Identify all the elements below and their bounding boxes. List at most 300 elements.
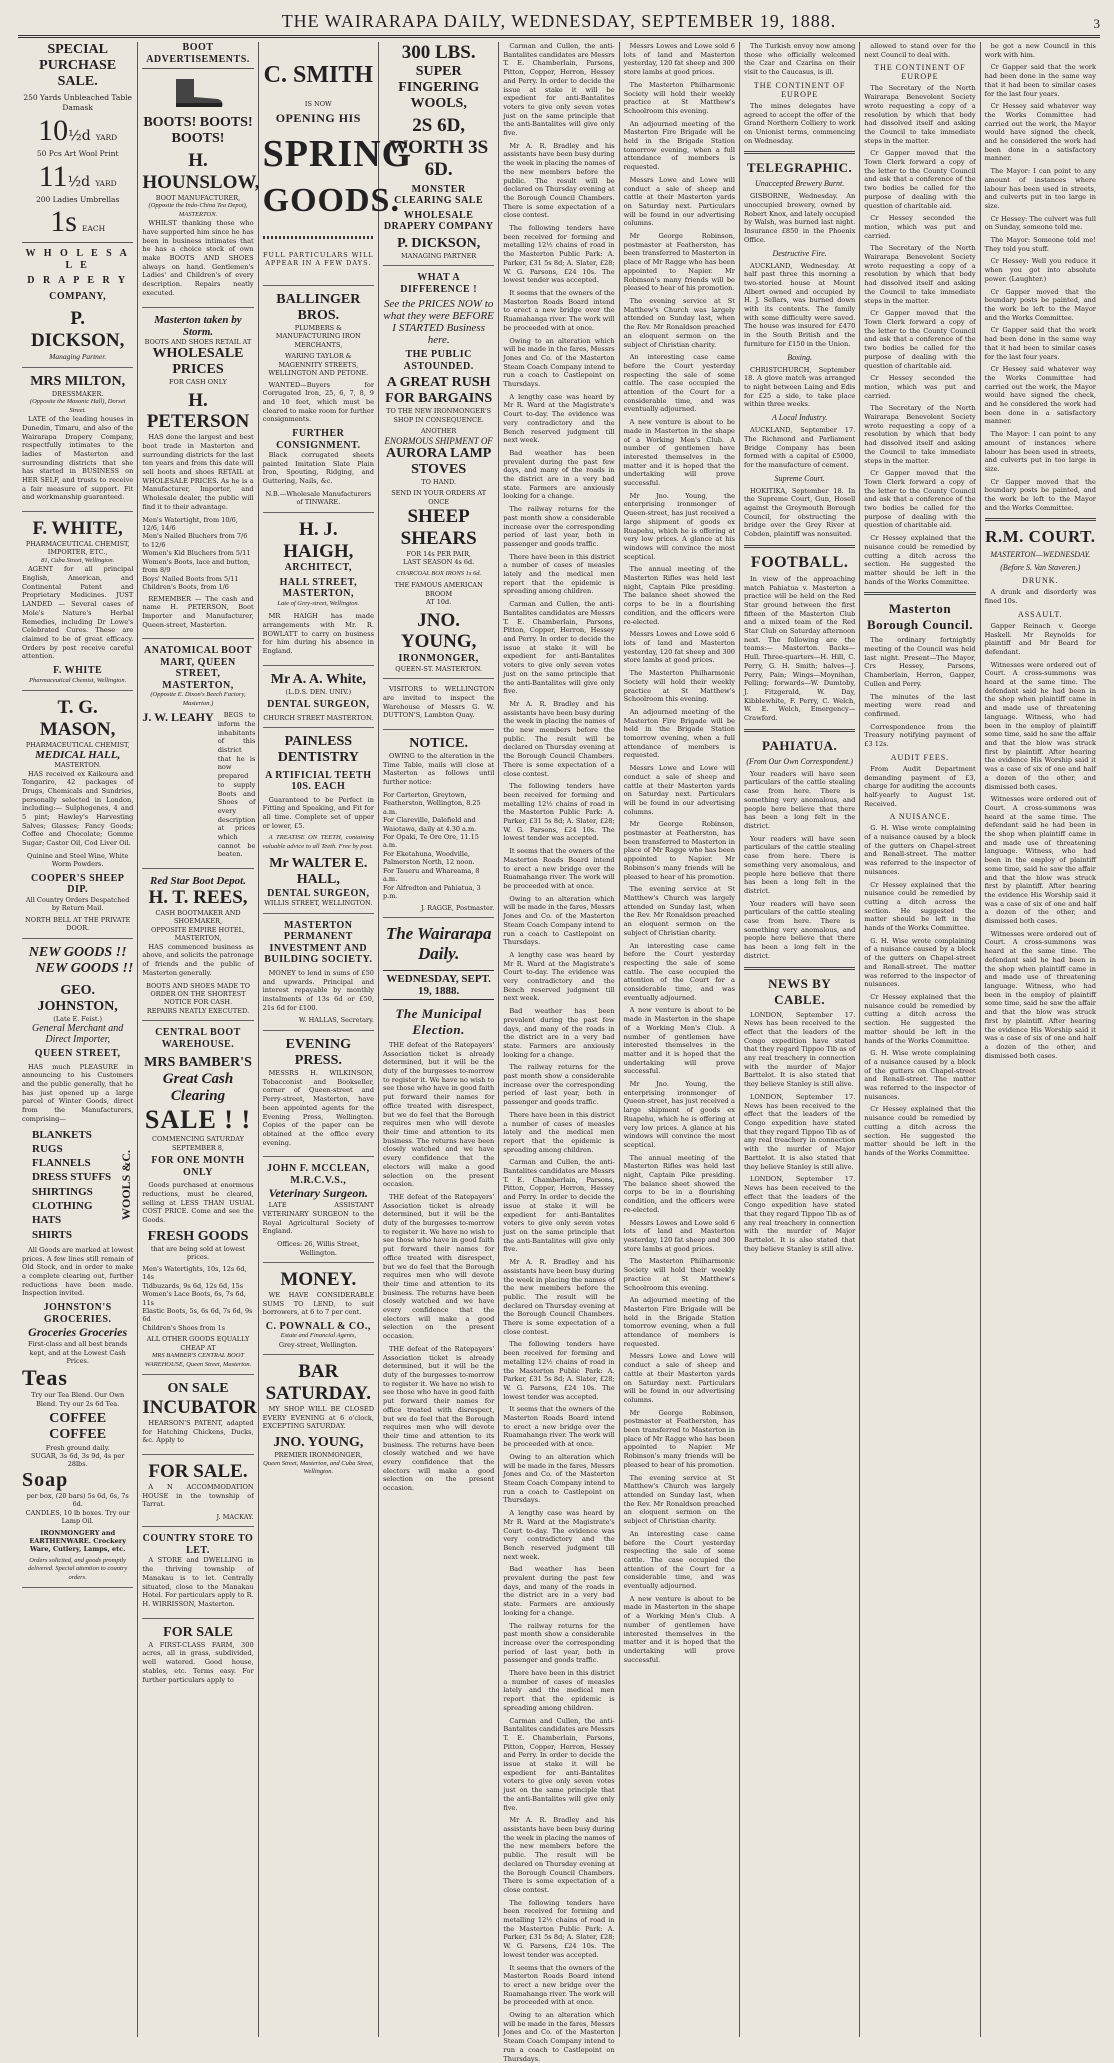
news-paragraph: HOKITIKA, September 18. In the Supreme Court, Gun, Hosell against the Greymouth Borough Council, for obstructing the bridge over the Grey River at Cobden, plaintiff was nonsuited. xyxy=(743,486,856,539)
ad-banner: A GREAT RUSH FOR BARGAINS xyxy=(385,375,493,407)
haigh-ad xyxy=(263,519,374,666)
ad-line: 50 Pcs Art Wool Print xyxy=(36,148,119,158)
ad-body: OWING to the alteration in the Time Table, mails will close at Masterton as follows until further notice: xyxy=(382,752,495,787)
ad-name: Mr WALTER E. HALL, xyxy=(269,855,368,887)
news-paragraph: Owing to an alteration which will be made in the fares, Messrs Jones and Co. of the Masterton Steam Coach Company intend to run a coach to Castlepoint on Thursdays. xyxy=(503,2011,615,2063)
news-paragraph: It seems that the owners of the Masterton Roads Board intend to erect a new bridge over the Ruamahanga river. The work will be proceeded with at once. xyxy=(503,288,615,332)
mason-chemist-ad xyxy=(22,697,133,939)
news-paragraph: allowed to stand over for the next Council to deal with. xyxy=(864,42,976,59)
ad-line: Orders solicited, and goods promptly delivered. Special attention to country orders. xyxy=(28,1556,128,1581)
ad-body: Guaranteed to be Perfect in Fitting and Speaking, and Fit for all time. Complete set of upper or lower, £5. xyxy=(262,795,374,830)
news-paragraph: The Turkish envoy now among those who officially welcomed the Czar and Czarina on their visit to the Caucasus, is ill. xyxy=(743,42,856,77)
ad-sub: ARCHITECT, xyxy=(284,562,352,574)
ad-banner: INCUBATOR xyxy=(142,1397,257,1419)
news-paragraph: An adjourned meeting of the Masterton Fire Brigade will be held in the Brigade Station tomorrow evening, when a full attendance of members is requested. xyxy=(623,707,735,760)
ad-banner: Teas xyxy=(22,1365,68,1391)
ad-body: MY SHOP WILL BE CLOSED EVERY EVENING at 6 o'clock, EXCEPTING SATURDAY. xyxy=(262,1405,374,1431)
investment-ad xyxy=(263,920,374,1031)
news-paragraph: AUCKLAND, September 17. The Richmond and Parliament Bridge Company has been formed with a capital of £5000, for the manufacture of cement. xyxy=(743,426,856,469)
news-paragraph: The evening service at St Matthew's Church was largely attended on Sunday last, when the Rev. Mr Ronaldson preached an eloquent sermon on the subject of Christian charity. xyxy=(623,1473,735,1526)
brace-item: BLANKETS xyxy=(32,1128,92,1141)
ad-banner: NEW GOODS !! xyxy=(35,960,134,976)
ad-line: ENORMOUS SHIPMENT OF xyxy=(384,435,493,446)
news-paragraph: Mr A. R. Bradley and his assistants have been busy during the week in placing the names of the new members before the public. The result will be declared on Thursday evening at the Borough Council Chambers. There is some expectation of a close contest. xyxy=(503,1258,615,1336)
mail-line: For Alfredton and Pahiatua, 3 p.m. xyxy=(382,883,481,901)
news-paragraph: Your readers will have seen particulars of the cattle stealing case from here. There is something very anomalous, and people here believe that there has been a long felt in the district. xyxy=(743,899,856,960)
inner-date: WEDNESDAY, SEPT. 19, 1888. xyxy=(383,970,494,1000)
ad-sub: BOOT MANUFACTURER, xyxy=(155,193,241,202)
ad-signature: J. RAGGE, Postmaster. xyxy=(420,903,495,912)
news-paragraph: Mr George Robinson, postmaster at Featherston, has been transferred to Masterton in place of Mr Ragge who has been appointed to Napier. Mr Robinson's many friends will be pleased to hear of his promotion. xyxy=(623,1408,735,1469)
ad-heading: CENTRAL BOOT WAREHOUSE. xyxy=(155,1027,241,1050)
ad-body: LATE ASSISTANT VETERINARY SURGEON to the Royal Agricultural Society of England. xyxy=(262,1201,374,1236)
ad-line: WOOLS, xyxy=(410,96,467,112)
ad-address: QUEEN STREET, xyxy=(34,1048,121,1060)
news-paragraph: There have been in this district a number of cases of measles lately and the medical men report that the epidemic is spreading among children. xyxy=(503,1669,615,1712)
section-heading: NEWS BY CABLE. xyxy=(768,975,832,1007)
ad-body: A TREATISE ON TEETH, containing valuable advice to all Teeth. Free by post. xyxy=(262,834,374,851)
ad-line: IS NOW xyxy=(304,99,332,108)
price-line: Children's Boots, from 1/6 xyxy=(142,583,229,592)
ad-sub: IMPORTER, ETC., xyxy=(47,548,108,557)
news-paragraph: The Mayor: Someone told me! They told you stuff. xyxy=(984,236,1096,253)
news-paragraph: A lengthy case was heard by Mr R. Ward at the Magistrate's Court to-day. The evidence was very contradictory and the Bench reserved judgment till next week. xyxy=(503,1509,615,1561)
ad-address: HALL STREET, MASTERTON, xyxy=(279,576,358,600)
news-subhead: Boxing. xyxy=(787,352,812,362)
ad-banner: SHEEP SHEARS xyxy=(400,506,477,550)
ad-line: SUGAR, 3s 6d, 3s 9d, 4s per 28lbs. xyxy=(30,1451,125,1469)
ad-line: COOPER'S SHEEP DIP. xyxy=(30,872,125,896)
news-paragraph: CHRISTCHURCH, September 18. A glove match was arranged to night between Laing and Edis for £25 a side, to take place within three weeks. xyxy=(743,365,856,409)
ad-banner: Great Cash Clearing xyxy=(162,1071,234,1105)
news-paragraph: Cr Hessey: The culvert was full on Sunday, someone told me. xyxy=(984,214,1096,232)
price-fraction: ½d xyxy=(68,127,91,144)
mail-notice xyxy=(383,736,494,918)
ad-line: BOOTS AND SHOES MADE TO ORDER ON THE SHORTEST NOTICE FOR CASH. xyxy=(146,981,250,1007)
news-paragraph: Carman and Cullen, the anti-Bantalites candidates are Messrs T. E. Chamberlain, Parsons, Pitton, Copper, Herron, Hessey and Perry. In order to decide the issue at stake it will be expedient for anti-Bantalites voters to give only seven votes just on the same principle that the anti-Bantalites will give only five. xyxy=(503,1158,615,1254)
news-subhead: A Local Industry. xyxy=(772,413,828,423)
brace-item: RUGS xyxy=(32,1142,63,1155)
ad-body: AGENT for all principal English, American, and Continental Patent and Proprietary Medicines. JUST LANDED — Several cases of Mole's Nature's Herbal Remedies, including Dr Lowe's Celebrated Cures. These are claimed to be of great efficacy. Orders by post receive careful attention. xyxy=(22,565,134,661)
ad-line: per box, (20 bars) 5s 6d, 6s, 7s 6d. xyxy=(26,1491,129,1509)
ad-banner: NEW GOODS !! xyxy=(28,944,127,960)
news-paragraph: The Secretary of the North Wairarapa Benevolent Society wrote requesting a copy of a resolution by which that body had dissolved itself and asking the Council to take immediate steps in the matter. xyxy=(864,84,976,145)
news-paragraph: G. H. Wise wrote complaining of a nuisance caused by a block of the gutters on Chapel-street and Renall-street. The matter was referred to the inspector of nuisances. xyxy=(864,824,976,876)
ad-address: Queen Street, Masterton, and Cuba Street, Wellington. xyxy=(263,1459,374,1476)
news-subhead: DRUNK. xyxy=(1022,576,1059,586)
news-paragraph: Carman and Cullen, the anti-Bantalites candidates are Messrs T. E. Chamberlain, Parsons, Pitton, Copper, Herron, Hessey and Perry. In order to decide the issue at stake it will be expedient for anti-Bantalites voters to give only seven votes just on the same principle that the anti-Bantalites will give only five. xyxy=(503,1716,615,1812)
boot-illustration-icon xyxy=(168,73,228,111)
brace-item: DRESS STUFFS xyxy=(32,1171,112,1184)
brace-item: FLANNELS xyxy=(32,1157,91,1170)
ad-line: CANDLES, 10 lb boxes. Try our Lamp Oil. xyxy=(25,1508,130,1526)
ad-body: VISITORS to WELLINGTON are invited to inspect the Warehouse of Messrs G. W. DUTTON'S, Lambton Quay. xyxy=(382,685,495,720)
ad-sub: Estate and Financial Agents, xyxy=(280,1332,356,1340)
price-line: Elastic Boots, 5s, 6s 6d, 7s 6d, 9s 6d xyxy=(142,1306,253,1324)
column-7 xyxy=(740,42,860,2037)
news-paragraph: The following tenders have been received for forming and metalling 12½ chains of road in the Masterton Public Park: A. Parker, £31 5s 8d; A. Slater, £28; W. G. Parsons, £24 10s. The lowest tender was accepted. xyxy=(503,1898,615,1959)
news-paragraph: The railway returns for the past month show a considerable increase over the corresponding period of last year, both in passenger and goods traffic. xyxy=(503,505,615,548)
ad-line: SUPER xyxy=(415,63,462,79)
ad-line: SEND IN YOUR ORDERS AT ONCE xyxy=(391,489,487,506)
news-paragraph: The following tenders have been received for forming and metalling 12½ chains of road in the Masterton Public Park: A. Parker, £31 5s 8d; A. Slater, £28; W. G. Parsons, £24 10s. The lowest tender was accepted. xyxy=(503,224,615,285)
news-paragraph: Cr Gapper moved that the Town Clerk forward a copy of the letter to the County Council and ask that a conference of the two bodies be called for the purpose of dealing with the question of charitable aid. xyxy=(864,469,976,530)
news-paragraph: Messrs Lowes and Lowe sold 6 lots of land and Masterton yesterday, 120 fat sheep and 300 store lambs at good prices. xyxy=(623,42,735,77)
news-paragraph: An interesting case came before the Court yesterday respecting the sale of some cattle. The case occupied the attention of the Court for a considerable time, and was eventually adjourned. xyxy=(623,941,735,1002)
brace-item: SHIRTS xyxy=(32,1228,72,1241)
ad-body: A STORE and DWELLING in the thriving township of Manakau is to let. Centrally situated, close to the Manakau Hotel. For particulars apply to R. H. WIRRISSON, Masterton. xyxy=(142,1556,254,1608)
ad-line: TO THE NEW IRONMONGER'S SHOP IN CONSEQUENCE. xyxy=(386,407,492,424)
ad-banner: Masterton taken by Storm. xyxy=(154,313,242,338)
news-subhead: Unaccepted Brewery Burnt. xyxy=(755,179,845,189)
ad-line: THE PUBLIC ASTOUNDED. xyxy=(403,349,474,372)
ad-sub: JOHNSTON'S GROCERIES. xyxy=(43,1302,112,1325)
editorial-body: THE defeat of the Ratepayers' Association ticket is already determined, but it will be the duty of the burgesses to-morrow to register it. We have no wish to see those who have in good faith put forward their names for office treated with disrespect, but we do feel that the Borough requires men who will devote their time and attention to its business. The returns have been closely watched and we have every confidence that the electors will make a good selection on the present occasion. xyxy=(382,1040,495,1189)
ad-sub: MANAGING PARTNER xyxy=(400,251,477,260)
ad-heading: PAINLESS DENTISTRY xyxy=(277,734,359,766)
ad-name: MRS BAMBER'S xyxy=(144,1055,252,1071)
ad-body: HAS done the largest and best boot trade in Masterton and surrounding districts for the last ten years and from this date will sell boots and shoes RETAIL at WHOLESALE PRICES. As he is a Manufacturer, Importer, and Wholesale dealer, the public will find it to their advantage. xyxy=(142,433,254,511)
ad-sub: CASH BOOTMAKER AND SHOEMAKER, xyxy=(155,909,241,926)
ad-body: HEARSON'S PATENT, adapted for Hatching Chickens, Ducks, &c. Apply to xyxy=(142,1418,254,1445)
news-paragraph: G. H. Wise wrote complaining of a nuisance caused by a block of the gutters on Chapel-street and Renall-street. The matter was referred to the inspector of nuisances. xyxy=(864,936,976,989)
wholesale-label: W H O L E S A L E xyxy=(25,248,130,271)
news-paragraph: Mr George Robinson, postmaster at Featherston, has been transferred to Masterton in place of Mr Ragge who has been appointed to Napier. Mr Robinson's many friends will be pleased to hear of his promotion. xyxy=(623,820,735,881)
ad-sub: PHARMACEUTICAL CHEMIST, xyxy=(25,540,130,548)
ad-line: AT 10d. xyxy=(426,598,452,607)
news-paragraph: AUCKLAND, Wednesday. At half past three this morning a two-storied house at Mount Albert owned and occupied by H. J. Sellars, was burned down with its contents. The family with some difficulty were saved. The house was insured for £470 in the South British and the furniture for £150 in the Union. xyxy=(743,261,856,348)
news-paragraph: G. H. Wise wrote complaining of a nuisance caused by a block of the gutters on Chapel-street and Renall-street. The matter was referred to the inspector of nuisances. xyxy=(864,1049,976,1101)
ad-sub: (L.D.S. DEN. UNIV.) xyxy=(285,687,352,696)
price-line: Women's Kid Bluchers from 5/11 xyxy=(142,549,251,558)
news-paragraph: Carman and Cullen, the anti-Bantalites candidates are Messrs T. E. Chamberlain, Parsons, Pitton, Copper, Herron, Hessey and Perry. In order to decide the issue at stake it will be expedient for anti-Bantalites voters to give only seven votes just on the same principle that the anti-Bantalites will give only five. xyxy=(503,42,615,138)
ad-heading: MASTERTON PERMANENT INVESTMENT AND BUILDING SOCIETY. xyxy=(264,919,373,966)
news-paragraph: Cr Gapper said that the work had been done in the same way that it had been to similar cases for the last four years. xyxy=(984,63,1096,98)
hounslow-ad xyxy=(142,73,260,308)
mail-line: For Clareville, Dalefield and Waiotawa, daily at 4.30 a.m. xyxy=(382,816,477,833)
ad-heading: SPECIAL PURCHASE SALE. xyxy=(39,42,117,90)
ad-heading: T. G. MASON, xyxy=(39,696,116,740)
ad-body: LATE of the leading houses in Dunedin, Timaru, and also of the Wairarapa Drapery Company, respectfully intimates to the ladies of Masterton and surrounding districts that she has started in BUSINESS on HER SELF, and trusts to receive a fair measure of support. Fit and workmanship guaranteed. xyxy=(22,415,134,502)
ad-line: CHARCOAL BOX IRONS 1s 6d. xyxy=(396,569,482,577)
painless-ad xyxy=(263,734,374,914)
ad-address: OPPOSITE EMPIRE HOTEL, MASTERTON, xyxy=(150,925,246,943)
ad-sub: DENTAL SURGEON, xyxy=(267,699,370,711)
ad-banner: MONSTER CLEARING SALE xyxy=(394,183,484,207)
ad-heading: MONEY. xyxy=(280,1269,357,1291)
ad-line: First-class and all best brands kept, and at the Lowest Cash Prices. xyxy=(27,1340,128,1366)
editorial-heading: The Municipal Election. xyxy=(395,1005,482,1037)
news-paragraph: Cr Hessey seconded the motion, which was put and carried. xyxy=(864,374,976,400)
price: 1s xyxy=(50,205,77,239)
white-dentist-ad xyxy=(263,672,374,728)
columns xyxy=(18,42,1100,2063)
news-paragraph: The Masterton Philharmonic Society will hold their weekly practice at St Matthew's Schoolroom this evening. xyxy=(623,669,735,704)
news-paragraph: A new venture is about to be made in Masterton in the shape of a Working Men's Club. A number of gentlemen have interested themselves in the matter and it is hoped that the undertaking will prove successful. xyxy=(623,1594,735,1664)
news-paragraph: Mr A. R. Bradley and his assistants have been busy during the week in placing the names of the new members before the public. The result will be declared on Thursday evening at the Borough Council Chambers. There is some expectation of a close contest. xyxy=(503,141,615,220)
news-subhead: AUDIT FEES. xyxy=(890,752,950,762)
ad-body: WE HAVE CONSIDERABLE SUMS TO LEND, to suit borrowers, at 6 to 7 per cent. xyxy=(262,1290,374,1317)
brace-item: HATS xyxy=(32,1214,62,1227)
special-purchase-ad xyxy=(22,42,133,368)
visitors-ad xyxy=(383,685,494,730)
ad-line: Fresh ground daily. xyxy=(45,1443,110,1452)
ad-line: 200 Ladies Umbrellas xyxy=(35,194,120,204)
ad-heading: H. PETERSON xyxy=(146,389,250,433)
ad-heading: C. SMITH xyxy=(263,62,373,88)
price-unit: EACH xyxy=(81,224,106,234)
news-paragraph: LONDON, September 17. News has been received to the effect that the leaders of the Congo expedition have stated that they regard Tippoo Tib as of any real treachery in connection with the murder of Major Barttelot. It is also stated that they believe Stanley is still alive. xyxy=(743,1010,856,1089)
ad-line: THE FAMOUS AMERICAN BROOM xyxy=(394,581,483,598)
ad-line: COMMENCING SATURDAY SEPTEMBER 8, xyxy=(152,1135,244,1152)
news-paragraph: A lengthy case was heard by Mr R. Ward at the Magistrate's Court to-day. The evidence was very contradictory and the Bench reserved judgment till next week. xyxy=(503,950,615,1003)
news-paragraph: The following tenders have been received for forming and metalling 12½ chains of road in the Masterton Public Park: A. Parker, £31 5s 8d; A. Slater, £28; W. G. Parsons, £24 10s. The lowest tender was accepted. xyxy=(503,1340,615,1401)
news-subhead: (Before S. Van Staveren.) xyxy=(1000,563,1081,573)
column-9 xyxy=(981,42,1100,2037)
ad-body: WANTED—Buyers for Corrugated Iron, 25, 6, 7, 8, 9 and 10 feet, which must be cleared to make room for further consignments. xyxy=(262,380,374,424)
news-paragraph: GISBORNE, Wednesday. An unoccupied brewery, owned by Robert Knox, and lately occupied by Walsh, was burned last night. Insurance £850 in the Phoenix Office. xyxy=(743,192,856,244)
ad-line: IRONMONGERY and EARTHENWARE. Crockery Ware, Cutlery, Lamps, etc. xyxy=(29,1528,127,1554)
news-paragraph: Owing to an alteration which will be made in the fares, Messrs Jones and Co. of the Masterton Steam Coach Company intend to run a coach to Castlepoint on Thursdays. xyxy=(503,894,615,947)
column-6 xyxy=(620,42,740,2037)
news-paragraph: There have been in this district a number of cases of measles lately and the medical men report that the epidemic is spreading among children. xyxy=(503,1110,615,1154)
news-paragraph: It seems that the owners of the Masterton Roads Board intend to erect a new bridge over the Ruamahanga river. The work will be proceeded with at once. xyxy=(503,847,615,890)
price-unit: YARD xyxy=(95,178,117,188)
news-paragraph: Messrs Lowe and Lowe will conduct a sale of sheep and cattle at their Masterton yards on Saturday next. Particulars will be found in our advertising columns. xyxy=(623,175,735,228)
news-subhead: A NUISANCE. xyxy=(889,812,951,822)
news-paragraph: A new venture is about to be made in Masterton in the shape of a Working Men's Club. A number of gentlemen have interested themselves in the matter and it is hoped that the undertaking will prove successful. xyxy=(623,1006,735,1076)
brace-item: SHIRTINGS xyxy=(32,1185,93,1198)
news-paragraph: The mines delegates have agreed to accept the offer of the Grand Northern Colliery to work on Unionist terms, commencing on Wednesday. xyxy=(743,101,856,145)
news-paragraph: Cr Gapper moved that the Town Clerk forward a copy of the letter to the County Council and ask that a conference of the two bodies be called for the purpose of dealing with the question of charitable aid. xyxy=(864,309,976,370)
news-paragraph: An interesting case came before the Court yesterday respecting the sale of some cattle. The case occupied the attention of the Court for a considerable time, and was eventually adjourned. xyxy=(623,353,735,414)
ad-heading: H. T. REES, xyxy=(148,887,248,909)
news-paragraph: Your readers will have seen particulars of the cattle stealing case from here. There is something very anomalous, and people here believe that there has been a long felt in the district. xyxy=(743,834,856,895)
drapery-label: D R A P E R Y xyxy=(27,275,129,287)
ad-line: 250 Yards Unbleached Table Damask xyxy=(23,93,132,113)
section-heading: FOOTBALL. xyxy=(750,553,849,571)
ad-name: J. W. LEAHY xyxy=(142,710,214,725)
news-paragraph: Messrs Lowes and Lowe sold 6 lots of land and Masterton yesterday, 120 fat sheep and 300 store lambs at good prices. xyxy=(623,630,735,665)
ad-sub: IRONMONGER, xyxy=(398,653,479,665)
ad-address: (Opposite the Indo-China Tea Depot), MASTERTON. xyxy=(148,202,248,218)
ad-body: Black corrugated sheets painted Imitation Slate Plain Iron, Spouting, Ridging, and Guttering, Nails, &c. xyxy=(262,451,374,486)
ad-sub: PHARMACEUTICAL CHEMIST, xyxy=(25,740,130,749)
vet-ad xyxy=(263,1163,374,1263)
ad-sub: PREMIER IRONMONGER, xyxy=(274,1451,363,1460)
editorial-body: THE defeat of the Ratepayers' Association ticket is already determined, but it will be the duty of the burgesses to-morrow to register it. We have no wish to see those who have in good faith put forward their names for office treated with disrespect, but we do feel that the Borough requires men who will devote their time and attention to its business. The returns have been closely watched and we have every confidence that the electors will make a good selection on the present occasion. xyxy=(382,1192,495,1341)
ad-sub: DRESSMAKER. xyxy=(51,389,104,398)
news-paragraph: be got a new Council in this work with him. xyxy=(984,42,1096,59)
price-line: Boys' Nailed Boots from 5/11 xyxy=(142,574,239,583)
ad-line: WHOLESALE DRAPERY COMPANY xyxy=(383,209,494,233)
ad-body: A FIRST-CLASS FARM, 300 acres, all in grass, subdivided, well watered. Good house, stables, etc. Terms easy. For further particulars apply to xyxy=(142,1640,254,1684)
news-paragraph: Carman and Cullen, the anti-Bantalites candidates are Messrs T. E. Chamberlain, Parsons, Pitton, Copper, Herron, Hessey and Perry. In order to decide the issue at stake it will be expedient for anti-Bantalites voters to give only seven votes just on the same principle that the anti-Bantalites will give only five. xyxy=(503,600,615,696)
news-subhead: THE CONTINENT OF EUROPE xyxy=(753,80,846,99)
ad-line: Try our Tea Blend. Our Own Blend. Try our 2s 6d Tea. xyxy=(31,1391,125,1408)
news-paragraph: The Mayor: I can point to any amount of instances where labour has been used in streets, and culverts put in too large in size. xyxy=(984,167,1096,210)
editorial-body: THE defeat of the Ratepayers' Association ticket is already determined, but it will be the duty of the burgesses to-morrow to register it. We have no wish to see those who have in good faith put forward their names for office treated with disrespect, but we do feel that the Borough requires men who will devote their time and attention to its business. The returns have been closely watched and we have every confidence that the electors will make a good selection on the present occasion. xyxy=(382,1344,495,1493)
ad-banner: BOOTS! BOOTS! BOOTS! xyxy=(143,115,253,147)
ad-body: HAS much PLEASURE in announcing to his Customers and the public generally, that he has just opened up a large parcel of Winter Goods, direct from the Manufacturers, comprising— xyxy=(22,1062,134,1123)
ad-signature: F. WHITE xyxy=(53,665,103,677)
price-fraction: ½d xyxy=(67,173,91,190)
ad-body: All Goods are marked at lowest prices. A few lines still remain of Old Stock, and in order to make a complete clearing out, further reductions have been made. Inspection invited. xyxy=(22,1245,134,1298)
price-unit: YARD xyxy=(95,132,118,142)
ad-line: See the PRICES NOW to what they were BEFORE I STARTED Business here. xyxy=(383,298,494,347)
ad-address: MASTERTON. xyxy=(54,761,101,770)
ad-banner: Soap xyxy=(22,1468,69,1491)
ad-line: FOR CASH ONLY xyxy=(169,378,227,387)
news-paragraph: A lengthy case was heard by Mr R. Ward at the Magistrate's Court to-day. The evidence was very contradictory and the Bench reserved judgment till next week. xyxy=(503,392,615,445)
smith-ad xyxy=(262,42,413,286)
news-subhead: Destructive Fire. xyxy=(772,248,827,258)
section-heading: PAHIATUA. xyxy=(762,737,838,753)
ad-address: WILLIS STREET, WELLINGTON. xyxy=(264,899,373,908)
ad-line: LAST SEASON 4s 6d. xyxy=(403,558,475,567)
ad-banner: SALE ! ! xyxy=(144,1105,252,1135)
news-paragraph: The evening service at St Matthew's Church was largely attended on Sunday last, when the Rev. Mr Ronaldson preached an eloquent sermon on the subject of Christian charity. xyxy=(623,296,735,349)
ad-heading: COUNTRY STORE TO LET. xyxy=(142,1533,254,1556)
news-paragraph: An interesting case came before the Court yesterday respecting the sale of some cattle. The case occupied the attention of the Court for a considerable time, and was eventually adjourned. xyxy=(623,1529,735,1591)
ad-banner: Veterinary Surgeon. xyxy=(268,1186,368,1201)
news-paragraph: Cr Hessey: Well you reduce it when you got into absolute power. (Laughter.) xyxy=(984,257,1096,283)
news-paragraph: The annual meeting of the Masterton Rifles was held last night, Captain Pike presiding. The balance sheet showed the corps to be in a flourishing condition, and the officers were re-elected. xyxy=(623,565,735,626)
ad-body: MR HAIGH has made arrangements with Mr. R. BOWLATT to carry on business for him during his absence in England. xyxy=(262,612,374,656)
bar-saturday-ad xyxy=(263,1361,374,1476)
column-2 xyxy=(138,42,258,2037)
ad-address: CHURCH STREET MASTERTON. xyxy=(263,713,374,722)
news-paragraph: Cr Hessey said whatever way the Works Committee had carried out the work, the Mayor would have signed the check, and he considered the work had been done in a satisfactory manner. xyxy=(984,365,1096,426)
ad-line: N.B.—Wholesale Manufacturers of TINWARE. xyxy=(265,489,372,507)
ad-line: TO HAND. xyxy=(421,477,457,486)
news-subhead: ASSAULT. xyxy=(1017,609,1063,619)
ad-line: OPENING HIS xyxy=(275,111,361,126)
mail-line: For Opaki, Te Ore Ore, 11.15 a.m. xyxy=(382,833,479,850)
ad-line: NORTH BELL AT THE PRIVATE DOOR. xyxy=(25,915,131,933)
news-paragraph: Messrs Lowes and Lowe sold 6 lots of land and Masterton yesterday, 120 fat sheep and 300 store lambs at good prices. xyxy=(623,1218,735,1253)
ad-price: 2S 6D, WORTH 3S 6D. xyxy=(389,115,489,180)
ballinger-ad xyxy=(263,292,374,513)
news-paragraph: The Mayor: I can point to any amount of instances where labour has been used in streets, and culverts put in too large in size. xyxy=(984,430,1096,473)
peterson-ad xyxy=(142,314,253,640)
news-paragraph: Cr Gapper moved that the boundary posts be painted, and the work be left to the Mayor and the Works Committee. xyxy=(984,477,1096,512)
ad-address: WARING TAYLOR & MAGENNITY STREETS, WELLINGTON AND PETONE. xyxy=(268,352,369,378)
ad-name: JNO. YOUNG, xyxy=(400,609,477,653)
company-label: COMPANY, xyxy=(49,290,107,302)
news-paragraph: An adjourned meeting of the Masterton Fire Brigade will be held in the Brigade Station tomorrow evening, when a full attendance of members is requested. xyxy=(623,119,735,172)
ad-sub: DENTAL SURGEON, xyxy=(267,887,370,899)
news-subhead: (From Our Own Correspondent.) xyxy=(746,756,853,766)
news-paragraph: Cr Hessey explained that the nuisance could be remedied by cutting a ditch across the section. He suggested the matter should be left in the hands of the Works Committee. xyxy=(864,534,976,586)
news-paragraph: Cr Hessey explained that the nuisance could be remedied by cutting a ditch across the section. He suggested the matter should be left in the hands of the Works Committee. xyxy=(864,1105,976,1157)
news-paragraph: Cr Hessey seconded the motion, which was put and carried. xyxy=(864,214,976,240)
store-ad xyxy=(142,1533,253,1618)
ad-signature: W. HALLAS, Secretary. xyxy=(298,1016,374,1025)
ad-heading: WHAT A DIFFERENCE ! xyxy=(400,272,478,295)
ad-heading: ON SALE xyxy=(167,1381,229,1397)
ad-line: FINGERING xyxy=(398,79,480,95)
ad-line: ANOTHER xyxy=(420,427,457,436)
ad-body: REMEMBER — The cash and name H. PETERSON, Boot Importer and Manufacturer, Queen-street, Masterton. xyxy=(142,594,254,629)
price-line: Tidbuzards, 9s 6d, 12s 6d, 15s xyxy=(142,1281,243,1290)
ad-heading: NOTICE. xyxy=(409,735,469,751)
ad-line: REPAIRS NEATLY EXECUTED. xyxy=(146,1006,250,1015)
news-paragraph: Bad weather has been prevalent during the past few days, and many of the roads in the district are in a very bad state. Farmers are anxiously looking for a change. xyxy=(503,1007,615,1059)
price-line: Men's Nailed Bluchers from 7/6 to 12/6 xyxy=(142,532,248,549)
ad-banner: WHOLESALE PRICES xyxy=(152,345,244,378)
ad-banner: FRESH GOODS xyxy=(147,1228,249,1244)
ad-heading: Mr A. A. White, xyxy=(270,671,366,687)
news-paragraph: Your readers will have seen particulars of the cattle stealing case from here. There is something very anomalous, and people here believe that there has been a long felt in the district. xyxy=(743,769,856,830)
news-paragraph: Gapper Reinach v. George Haskell. Mr Reynolds for plaintiff and Mr Beard for defendant. xyxy=(984,621,1096,656)
managing-partner: Managing Partner. xyxy=(49,351,107,361)
young-ad xyxy=(383,272,494,679)
ad-sub: (Late E. Feist.) xyxy=(53,1014,103,1023)
brace-item: CLOTHING xyxy=(32,1200,93,1213)
farm-ad xyxy=(142,1625,253,1685)
news-paragraph: Witnesses were ordered out of Court. A cross-summons was heard at the same time. The defendant said he had been in the shop when plaintiff came in and made use of threatening language. Witness, who had been in the employ of plaintiff some time, said he saw the affair and that the blow was struck first by plaintiff. After hearing the evidence His Worship said it was a case of six of one and half a dozen of the other, and dismissed both cases. xyxy=(984,929,1096,1060)
ad-body: Goods purchased at enormous reductions, must be cleared, selling at LESS THAN USUAL COST PRICE. Come and see the Goods. xyxy=(142,1181,254,1225)
accommodation-ad xyxy=(142,1461,253,1527)
ad-body: BEGS to inform the inhabitants of this district that he is now prepared to supply Boots and Shoes of every description at prices which cannot be beaten. xyxy=(217,711,256,859)
ad-address: Grey-street, Wellington. xyxy=(278,1340,358,1349)
ad-banner: Red Star Boot Depot. xyxy=(150,875,246,888)
news-paragraph: Messrs Lowe and Lowe will conduct a sale of sheep and cattle at their Masterton yards on Saturday next. Particulars will be found in our advertising columns. xyxy=(623,1352,735,1404)
price-line: Men's Watertight, from 10/6, 12/6, 14/6 xyxy=(142,515,238,533)
ad-heading: EVENING PRESS. xyxy=(285,1036,351,1068)
news-paragraph: LONDON, September 17. News has been received to the effect that the leaders of the Congo expedition have stated that they regard Tippoo Tib as of any real treachery in connection with the murder of Major Barttelot. It is also stated that they believe Stanley is still alive. xyxy=(743,1175,856,1253)
news-paragraph: In view of the approaching match Pahiatua v. Masterton a practice will be held on the Red Star ground between the first fifteen of the Masterton Club and a mixed team of the Red Star Club on Saturday afternoon next. The following are the teams:— Masterton. Backs—Hull. Three-quarters—H. Hill, C. Perry, G. H. Smith; halves—J. Perry, Pain; Wings—Moynihan, Pelling; forwards—W. Dumtoby, J. Fitzgerald, W. Day, Kibblewhite, F. Perry, C. Welch, W. E. Welch, Emergency—Crawford. xyxy=(743,574,856,723)
money-ad xyxy=(263,1269,374,1355)
news-paragraph: A new venture is about to be made in Masterton in the shape of a Working Men's Club. A number of gentlemen have interested themselves in the matter and it is hoped that the undertaking will prove successful. xyxy=(623,418,735,488)
ad-heading: GEO. JOHNSTON, xyxy=(37,982,118,1014)
masthead xyxy=(18,12,1100,38)
column-5 xyxy=(499,42,619,2063)
news-paragraph: The railway returns for the past month show a considerable increase over the corresponding period of last year, both in passenger and goods traffic. xyxy=(503,1621,615,1665)
ad-banner: AURORA LAMP STOVES xyxy=(385,445,492,477)
ad-heading: ANATOMICAL BOOT MART, QUEEN STREET, MASTERTON, xyxy=(144,645,252,691)
ad-heading: H. HOUNSLOW, xyxy=(142,150,260,194)
news-paragraph: The Secretary of the North Wairarapa Benevolent Society wrote requesting a copy of a resolution by which that body had dissolved itself and asking the Council to take immediate steps in the matter. xyxy=(864,404,976,465)
news-paragraph: It seems that the owners of the Masterton Roads Board intend to erect a new bridge over the Ruamahanga river. The work will be proceeded with at once. xyxy=(503,1405,615,1449)
section-heading: BOOT ADVERTISEMENTS. xyxy=(142,42,253,69)
ad-heading: FOR SALE xyxy=(163,1624,233,1640)
ad-banner: COFFEE COFFEE xyxy=(49,1411,107,1443)
section-heading: R.M. COURT. xyxy=(985,527,1096,547)
ad-line: BOOTS AND SHOES RETAIL AT xyxy=(144,337,252,346)
news-paragraph: A drunk and disorderly was fined 10s. xyxy=(984,588,1096,606)
ad-signature-sub: Pharmaceutical Chemist, Wellington. xyxy=(29,676,127,684)
news-paragraph: Witnesses were ordered out of Court. A cross-summons was heard at the same time. The defendant said he had been in the shop when plaintiff came in and made use of threatening language. Witness, who had been in the employ of plaintiff some time, said he saw the affair and that the blow was struck first by plaintiff. After hearing the evidence His Worship said it was a case of six of one and half a dozen of the other, and dismissed both cases. xyxy=(984,660,1096,791)
news-paragraph: Mr A. R. Bradley and his assistants have been busy during the week in placing the names of the new members before the public. The result will be declared on Thursday evening at the Borough Council Chambers. There is some expectation of a close contest. xyxy=(503,1816,615,1894)
news-paragraph: Cr Hessey explained that the nuisance could be remedied by cutting a ditch across the section. He suggested the matter should be left in the hands of the Works Committee. xyxy=(864,880,976,933)
news-paragraph: The evening service at St Matthew's Church was largely attended on Sunday last, when the Rev. Mr Ronaldson preached an eloquent sermon on the subject of Christian charity. xyxy=(623,885,735,937)
ad-sub: MEDICAL HALL, xyxy=(35,749,121,762)
column-4 xyxy=(379,42,499,2037)
bamber-ad xyxy=(142,1027,253,1375)
column-3 xyxy=(259,42,413,2037)
ad-body: HAS received ex Kaikoura and Tongariro, 42 packages of Drugs, Chemicals and Sundries, personally selected in London, including:— Sulphogenes, 4 and 5 pint; Hawley's Harvesting Salves; Glasses; Fancy Goods; Coffee and Chocolate; Gomme Sugar; Castor Oil, Cod Liver Oil. xyxy=(22,769,134,848)
news-paragraph: There have been in this district a number of cases of measles lately and the medical men report that the epidemic is spreading among children. xyxy=(503,552,615,596)
news-paragraph: Mr Jno. Young, the enterprising ironmonger of Queen-street, has just received a large shipment of goods ex Ruapehu, which he is offering at very low prices. A glance at his windows will convince the most sceptical. xyxy=(623,1080,735,1149)
news-paragraph: An adjourned meeting of the Masterton Fire Brigade will be held in the Brigade Station tomorrow evening, when a full attendance of members is requested. xyxy=(623,1296,735,1348)
section-heading: Masterton Borough Council. xyxy=(866,601,973,633)
ad-address: QUEEN-ST. MASTERTON. xyxy=(395,664,483,673)
incubator-ad xyxy=(142,1381,257,1455)
ad-sub: General Merchant and Direct Importer, xyxy=(32,1023,124,1046)
ad-name: P. DICKSON, xyxy=(397,235,481,251)
